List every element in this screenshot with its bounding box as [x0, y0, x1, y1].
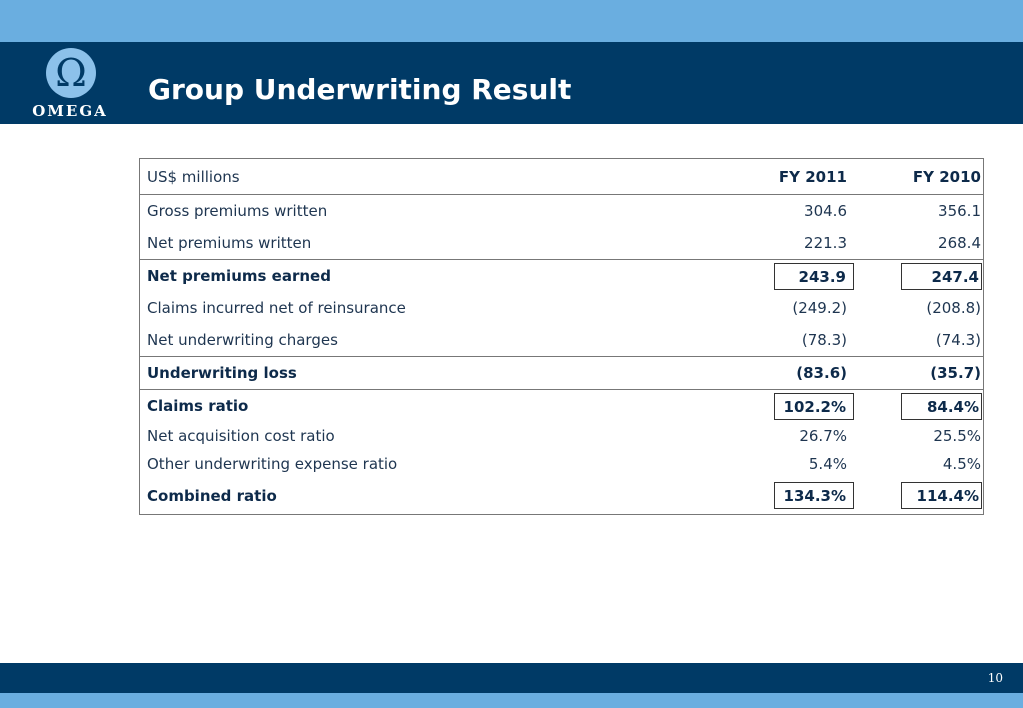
value-fy2010: (74.3) — [935, 331, 981, 349]
row-label: Net premiums written — [147, 234, 312, 252]
value-fy2010: 268.4 — [938, 234, 981, 252]
boxed-value-fy2010: 84.4% — [901, 393, 982, 420]
page-number: 10 — [987, 671, 1003, 685]
row-label: Claims incurred net of reinsurance — [147, 299, 406, 317]
column-header-fy2010: FY 2010 — [912, 167, 981, 186]
table-row — [140, 422, 983, 450]
row-label: Gross premiums written — [147, 202, 328, 220]
value-fy2010: (208.8) — [926, 299, 981, 317]
page-title: Group Underwriting Result — [148, 73, 572, 106]
value-fy2011: (78.3) — [801, 331, 847, 349]
row-label: Net premiums earned — [147, 267, 331, 285]
table-row — [140, 292, 983, 324]
value-fy2011: (249.2) — [792, 299, 847, 317]
table-row — [140, 227, 983, 259]
row-label: Underwriting loss — [147, 364, 297, 382]
table-row — [140, 450, 983, 478]
logo-wordmark: OMEGA — [32, 102, 108, 120]
footer-band — [0, 663, 1023, 693]
boxed-value-fy2011: 102.2% — [774, 393, 854, 420]
value-fy2010: 356.1 — [938, 202, 981, 220]
footer-accent-strip — [0, 693, 1023, 708]
boxed-value-fy2010: 114.4% — [901, 482, 982, 509]
row-label: Net underwriting charges — [147, 331, 338, 349]
column-header-fy2011: FY 2011 — [778, 167, 847, 186]
table-row-highlight — [140, 389, 983, 422]
top-accent-strip — [0, 0, 1023, 42]
value-fy2011: 5.4% — [808, 455, 847, 473]
underwriting-table — [139, 158, 984, 515]
value-fy2011: 304.6 — [804, 202, 847, 220]
value-fy2011: 26.7% — [799, 427, 847, 445]
table-row — [140, 324, 983, 356]
row-label: Combined ratio — [147, 487, 277, 505]
table-row-highlight — [140, 478, 983, 515]
table-header-row — [140, 159, 983, 194]
table-row-highlight — [140, 356, 983, 389]
omega-logo — [20, 46, 120, 120]
row-label: Net acquisition cost ratio — [147, 427, 335, 445]
row-label: Claims ratio — [147, 397, 249, 415]
value-fy2011: 221.3 — [804, 234, 847, 252]
row-label: Other underwriting expense ratio — [147, 455, 398, 473]
value-fy2010: (35.7) — [930, 364, 981, 382]
boxed-value-fy2010: 247.4 — [901, 263, 982, 290]
value-fy2010: 4.5% — [942, 455, 981, 473]
value-fy2011: (83.6) — [796, 364, 847, 382]
value-fy2010: 25.5% — [933, 427, 981, 445]
boxed-value-fy2011: 134.3% — [774, 482, 854, 509]
table-row — [140, 194, 983, 227]
unit-label: US$ millions — [147, 167, 240, 186]
table-row-highlight — [140, 259, 983, 292]
boxed-value-fy2011: 243.9 — [774, 263, 854, 290]
omega-symbol-icon: Ω — [46, 48, 96, 98]
